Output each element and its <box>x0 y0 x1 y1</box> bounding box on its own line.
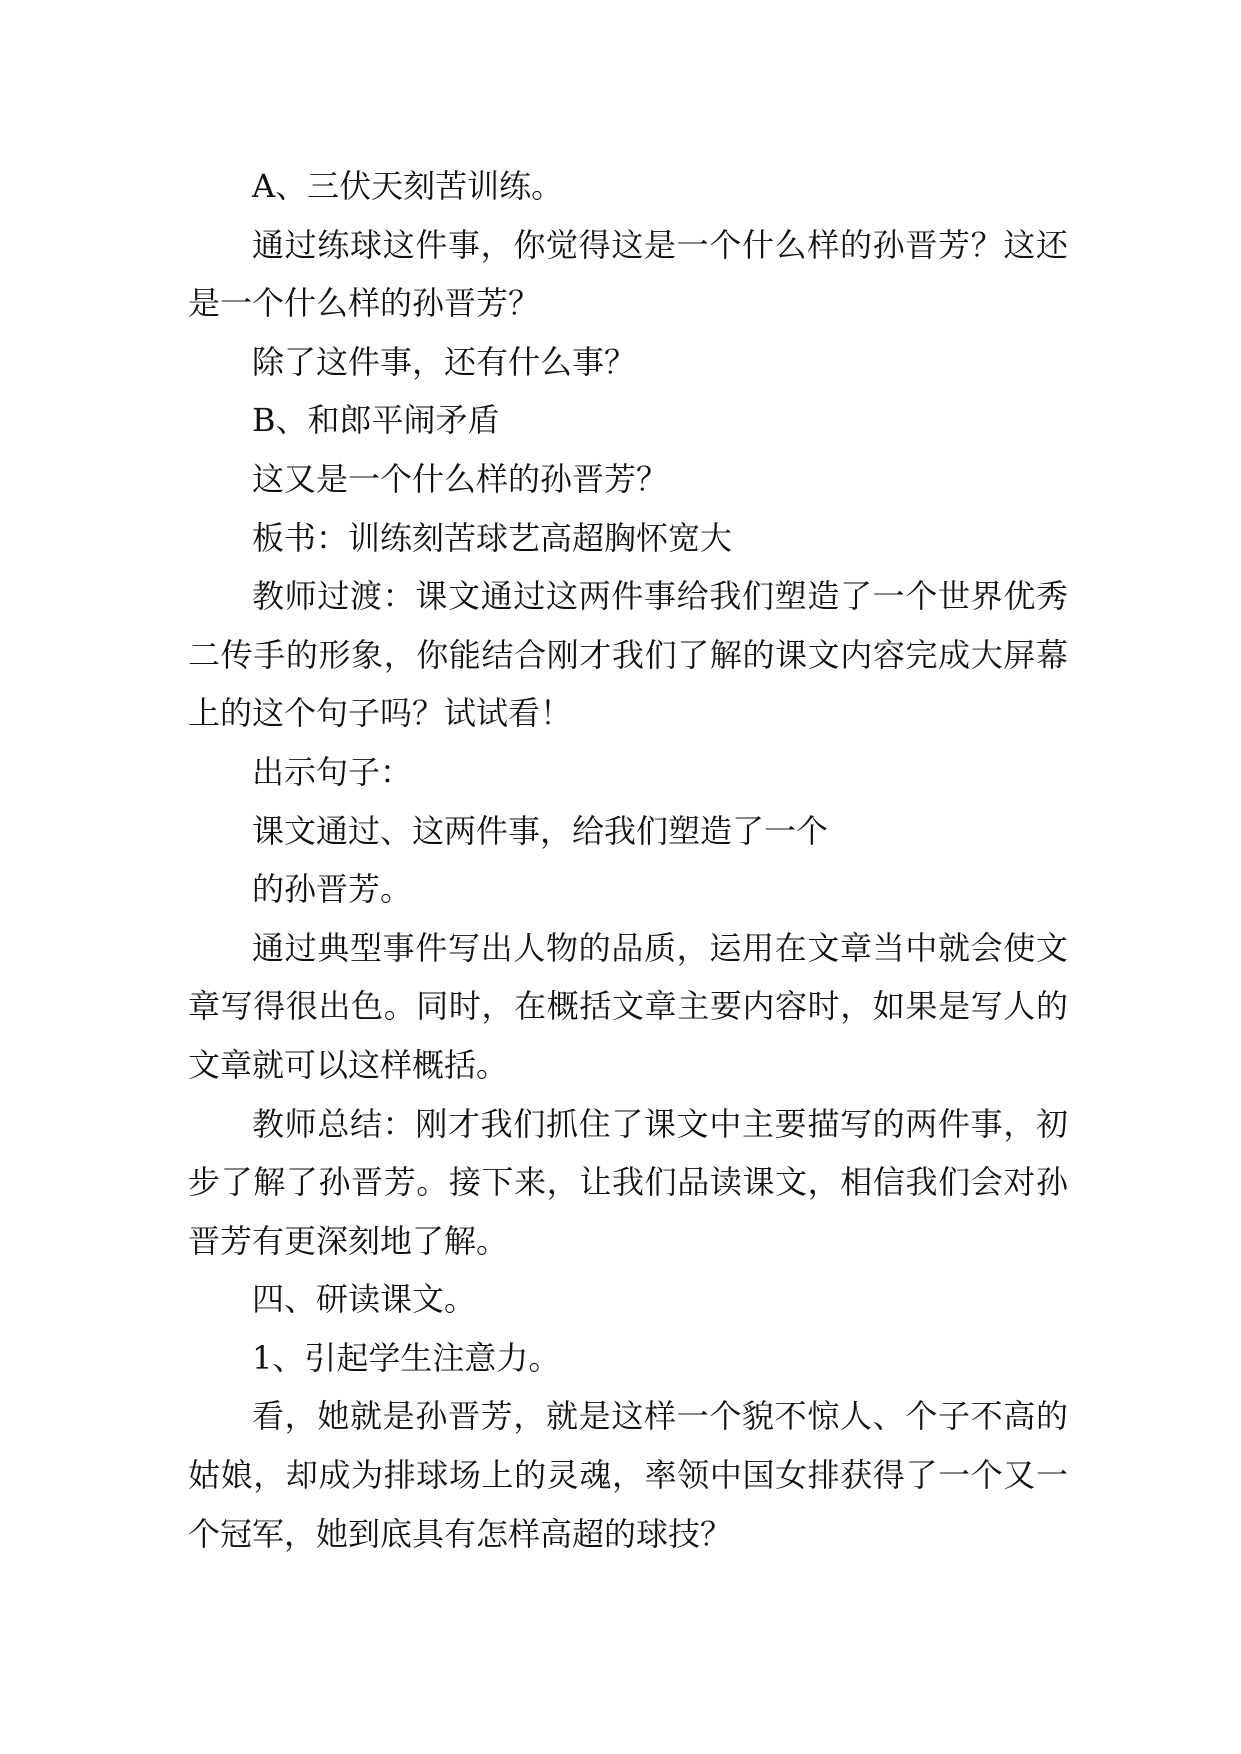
paragraph-question-what-kind: 通过练球这件事，你觉得这是一个什么样的孙晋芳？这还是一个什么样的孙晋芳？ <box>188 225 1068 323</box>
paragraph-show-sentence: 出示句子： <box>252 752 413 791</box>
paragraph-teacher-summary: 教师总结：刚才我们抓住了课文中主要描写的两件事，初步了解了孙晋芳。接下来，让我们品读课文，相信我们会对孙晋芳有更深刻地了解。 <box>188 1104 1068 1260</box>
paragraph-sentence-template: 课文通过、这两件事，给我们塑造了一个 <box>252 811 829 850</box>
paragraph-look-she-is: 看，她就是孙晋芳，就是这样一个貌不惊人、个子不高的姑娘，却成为排球场上的灵魂，率领中国女排获得了一个又一个冠军，她到底具有怎样高超的球技？ <box>188 1397 1068 1553</box>
document-body <box>188 157 1068 1563</box>
paragraph-a-training: A、三伏天刻苦训练。 <box>252 167 564 205</box>
paragraph-teacher-transition: 教师过渡：课文通过这两件事给我们塑造了一个世界优秀二传手的形象，你能结合刚才我们了解的课文内容完成大屏幕上的这个句子吗？试试看！ <box>188 577 1068 733</box>
paragraph-sentence-end: 的孙晋芳。 <box>252 870 413 909</box>
paragraph-attention: 1、引起学生注意力。 <box>252 1338 561 1377</box>
paragraph-b-conflict: B、和郎平闹矛盾 <box>252 401 500 440</box>
paragraph-other-events: 除了这件事，还有什么事？ <box>252 342 637 381</box>
paragraph-blackboard: 板书：训练刻苦球艺高超胸怀宽大 <box>252 518 733 557</box>
paragraph-typical-events: 通过典型事件写出人物的品质，运用在文章当中就会使文章写得很出色。同时，在概括文章主要内容时，如果是写人的文章就可以这样概括。 <box>188 928 1068 1084</box>
paragraph-question-again: 这又是一个什么样的孙晋芳？ <box>252 459 669 498</box>
section-heading-study: 四、研读课文。 <box>252 1280 477 1319</box>
